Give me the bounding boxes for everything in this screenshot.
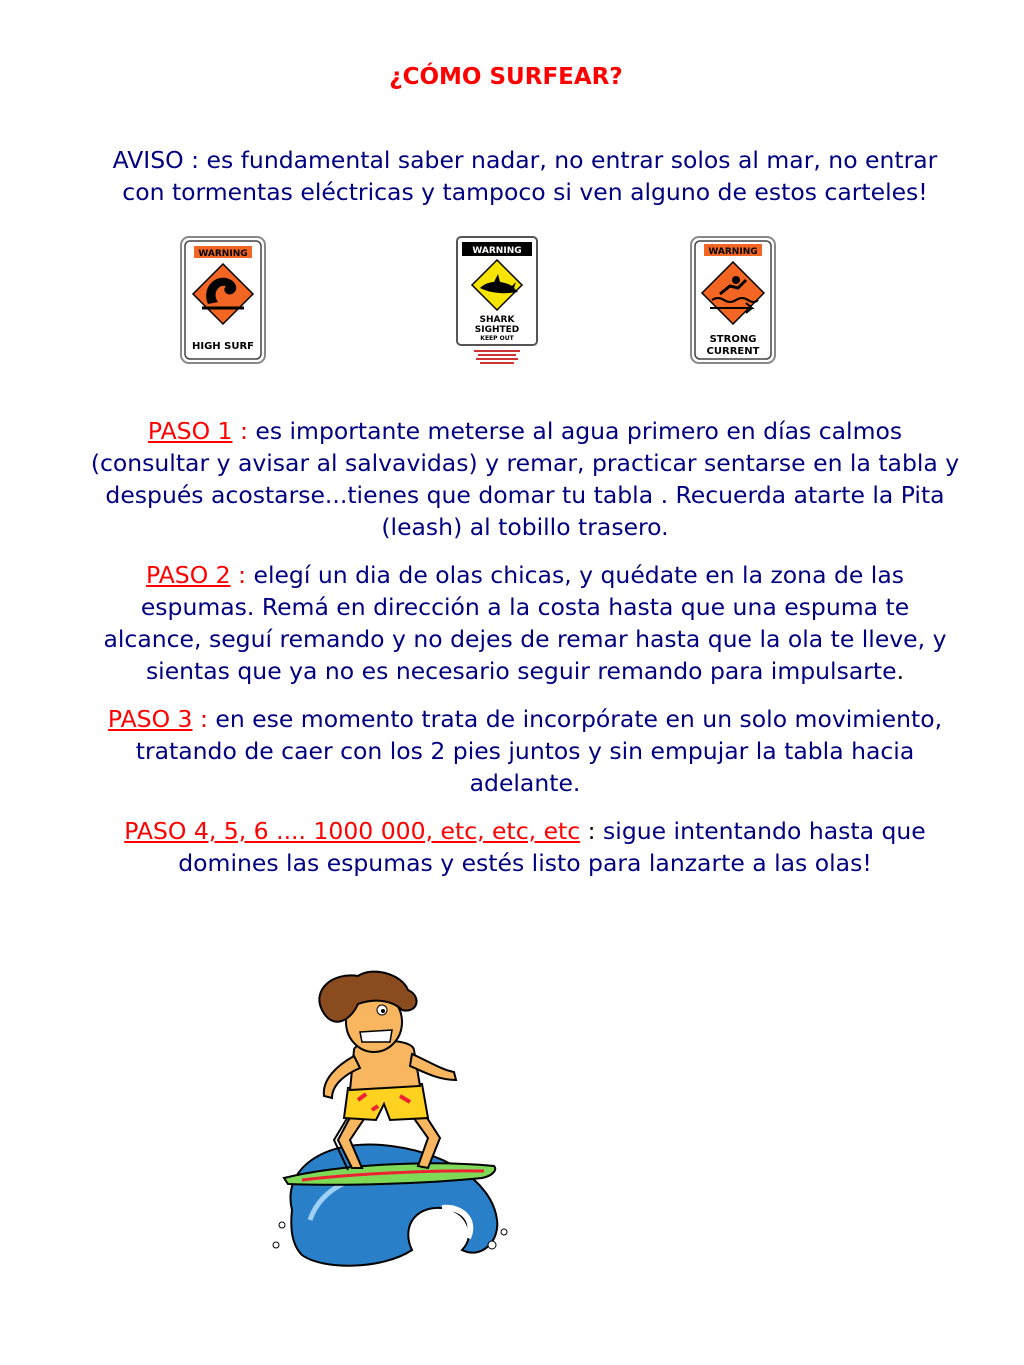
step-4-paragraph — [90, 815, 960, 879]
step-3-text: en ese momento trata de incorpórate en un solo movimiento, tratando de caer con los 2 pies juntos y sin empujar la tabla hacia adelante. — [135, 705, 943, 797]
sign-caption: SHARK — [479, 315, 515, 325]
sign-caption: STRONG — [709, 334, 757, 345]
high-surf-sign — [180, 236, 266, 364]
sign-caption: CURRENT — [706, 346, 760, 357]
step-3-link[interactable]: PASO 3 — [107, 705, 193, 733]
sign-header: WARNING — [708, 247, 758, 257]
shark-sign — [456, 236, 538, 368]
step-separator: : — [230, 561, 254, 589]
step-1-paragraph — [90, 415, 960, 543]
step-1-text: es importante meterse al agua primero en días calmos (consultar y avisar al salvavidas) y remar, practicar sentarse en la tabla y después acostarse...tienes que domar tu tabla . Recuerda atarte la Pita (leash) al tobillo trasero. — [90, 417, 960, 541]
step-2-paragraph — [90, 559, 960, 687]
sign-caption: HIGH SURF — [191, 341, 255, 352]
step-separator: : — [580, 817, 604, 845]
sign-header: WARNING — [472, 246, 522, 256]
step-separator: : — [232, 417, 256, 445]
step-2-link[interactable]: PASO 2 — [146, 561, 231, 589]
warning-signs-row — [0, 236, 1024, 371]
step-3-paragraph — [90, 703, 960, 799]
sign-caption: SIGHTED — [474, 325, 520, 335]
step-2-end: . — [896, 657, 905, 685]
wave-icon — [273, 1144, 507, 1265]
step-4-text: sigue intentando hasta que domines las espumas y estés listo para lanzarte a las olas! — [178, 817, 926, 877]
step-1-link[interactable]: PASO 1 — [147, 417, 233, 445]
step-separator: : — [192, 705, 216, 733]
sign-caption: KEEP OUT — [480, 335, 514, 342]
strong-current-sign — [690, 236, 776, 364]
step-2-text: elegí un dia de olas chicas, y quédate en la zona de las espumas. Remá en dirección a la costa hasta que una espuma te alcance, seguí remando y no dejes de remar hasta que la ola te lleve, y sientas que ya no es necesario seguir remando para impulsarte — [103, 561, 947, 685]
surfer-cartoon — [262, 970, 532, 1300]
page-title: ¿CÓMO SURFEAR? — [389, 64, 623, 90]
sign-header: WARNING — [198, 249, 248, 259]
step-4-link[interactable]: PASO 4, 5, 6 .... 1000 000, etc, etc, etc — [124, 817, 581, 845]
warning-paragraph: AVISO : es fundamental saber nadar, no entrar solos al mar, no entrar con tormentas eléctricas y tampoco si ven alguno de estos carteles! — [112, 146, 938, 206]
